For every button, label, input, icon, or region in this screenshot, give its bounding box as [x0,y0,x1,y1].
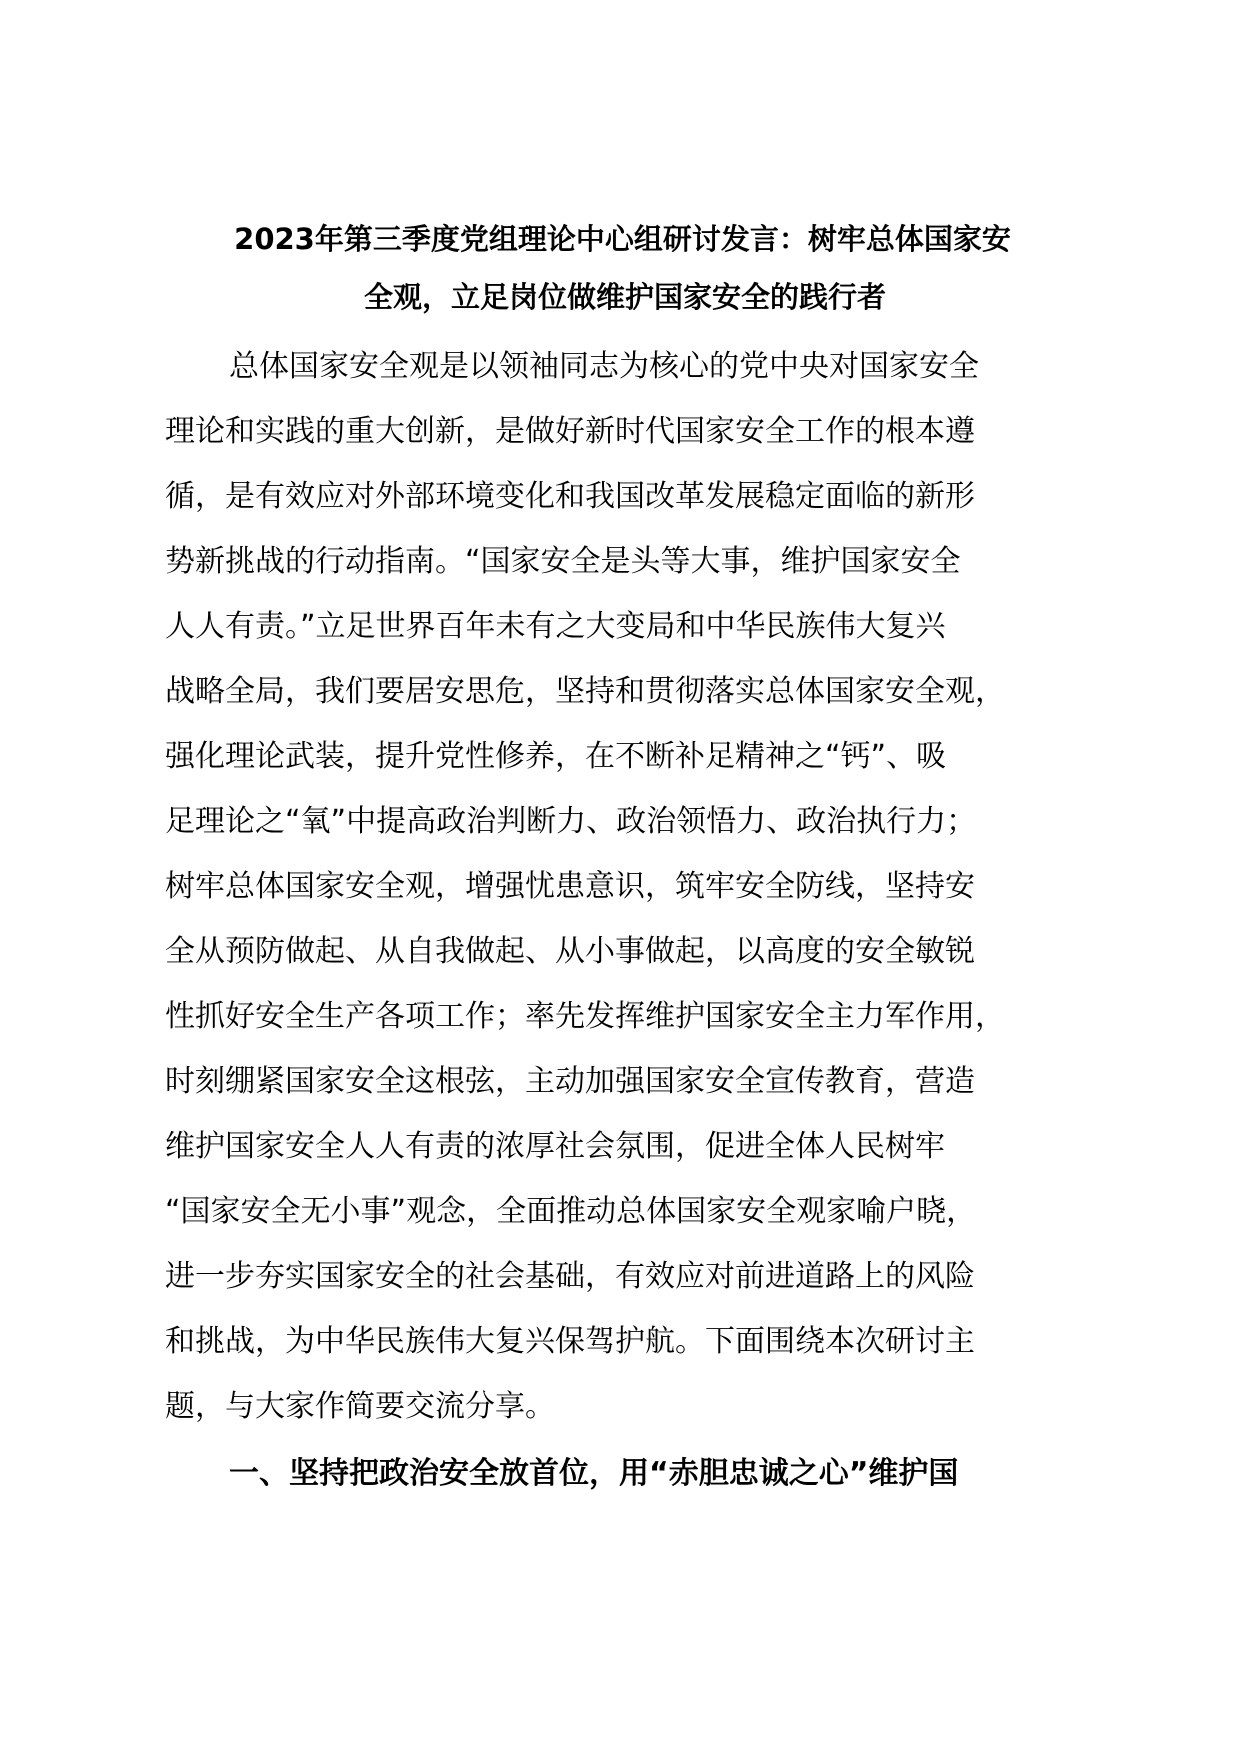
paragraph-line: 理论和实践的重大创新，是做好新时代国家安全工作的根本遵 [165,414,975,449]
paragraph-line: 时刻绷紧国家安全这根弦，主动加强国家安全宣传教育，营造 [165,1064,975,1099]
paragraph-line: 维护国家安全人人有责的浓厚社会氛围，促进全体人民树牢 [165,1129,945,1164]
paragraph-line: 循，是有效应对外部环境变化和我国改革发展稳定面临的新形 [165,479,975,514]
paragraph-line: 性抓好安全生产各项工作；率先发挥维护国家安全主力军作用， [165,999,1005,1034]
paragraph-line: 和挑战，为中华民族伟大复兴保驾护航。下面围绕本次研讨主 [165,1324,975,1359]
section-heading: 一、坚持把政治安全放首位，用“赤胆忠诚之心”维护国 [229,1456,959,1491]
paragraph-line: 进一步夯实国家安全的社会基础，有效应对前进道路上的风险 [165,1259,975,1294]
paragraph-line: 强化理论武装，提升党性修养，在不断补足精神之“钙”、吸 [165,739,947,774]
paragraph-line: 树牢总体国家安全观，增强忧患意识，筑牢安全防线，坚持安 [165,869,975,904]
paragraph-line: “国家安全无小事”观念，全面推动总体国家安全观家喻户晓， [165,1194,977,1229]
paragraph-line: 人人有责。”立足世界百年未有之大变局和中华民族伟大复兴 [165,609,946,644]
paragraph-line: 题，与大家作简要交流分享。 [165,1389,555,1424]
intro-paragraph [165,334,1085,1439]
paragraph-line: 势新挑战的行动指南。“国家安全是头等大事，维护国家安全 [165,544,961,579]
paragraph-line: 全从预防做起、从自我做起、从小事做起，以高度的安全敏锐 [165,934,975,969]
document-title-line-2: 全观，立足岗位做维护国家安全的践行者 [363,280,886,314]
paragraph-line: 总体国家安全观是以领袖同志为核心的党中央对国家安全 [229,349,979,384]
paragraph-line: 足理论之“氧”中提高政治判断力、政治领悟力、政治执行力； [165,804,977,839]
paragraph-line: 战略全局，我们要居安思危，坚持和贯彻落实总体国家安全观， [165,674,1005,709]
document-title-line-1: 2023年第三季度党组理论中心组研讨发言：树牢总体国家安 [234,222,1011,256]
document-page [165,210,1085,1506]
